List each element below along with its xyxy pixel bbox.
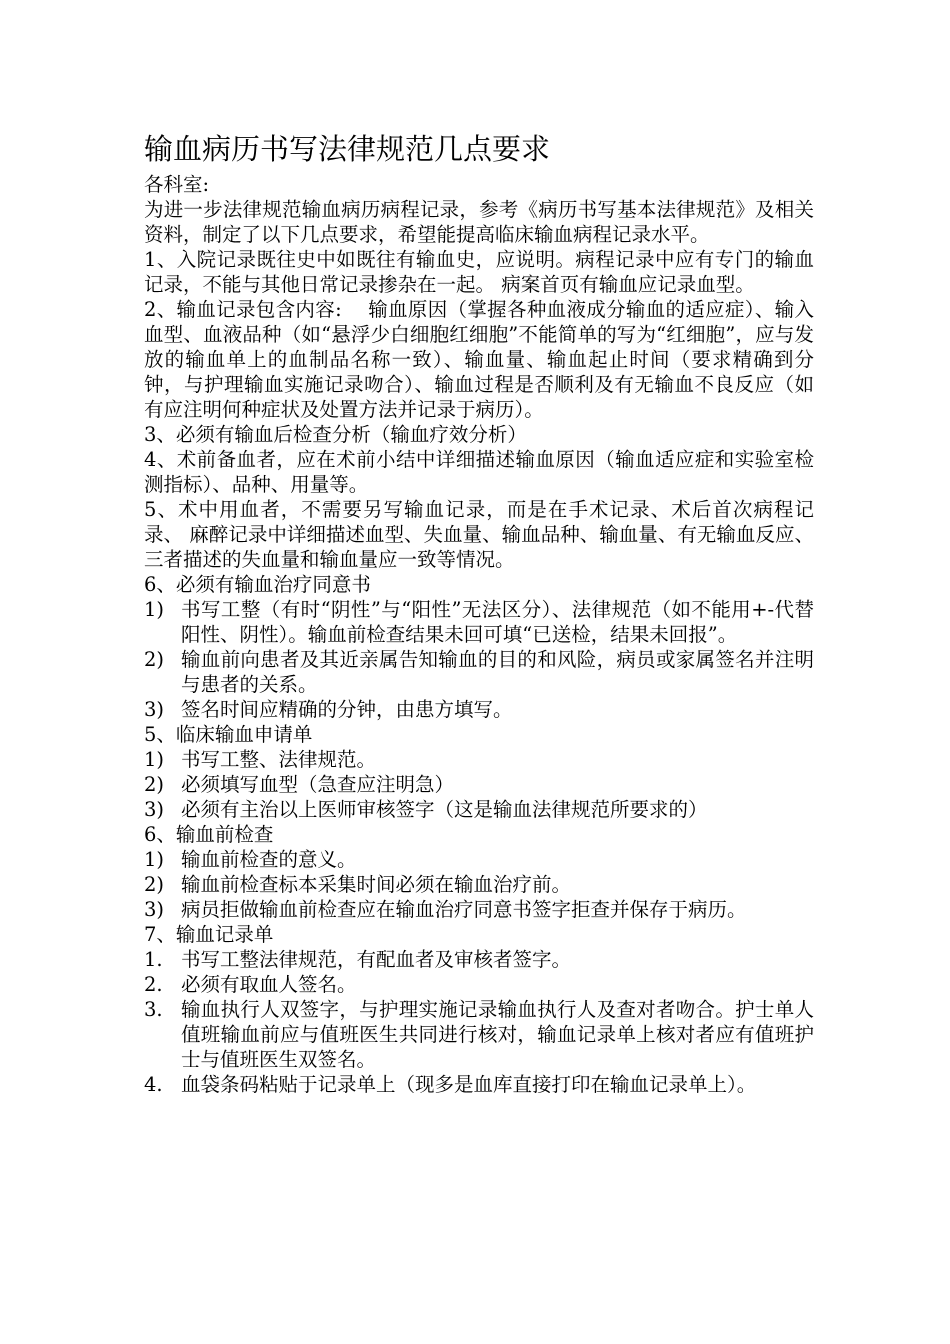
list-item-text: 输血执行人双签字，与护理实施记录输血执行人及查对者吻合。护士单人值班输血前应与值班医生共同进行核对，输血记录单上核对者应有值班护士与值班医生双签名。 xyxy=(181,998,814,1071)
list-item xyxy=(144,697,814,722)
list-marker: 3) xyxy=(144,898,165,921)
list-marker: 3) xyxy=(144,798,165,821)
point-4: 4、术前备血者，应在术前小结中详细描述输血原因（输血适应症和实验室检测指标）、品种、用量等。 xyxy=(144,448,814,496)
list-marker: 1. xyxy=(144,948,163,971)
point-3: 3、必须有输血后检查分析（输血疗效分析） xyxy=(144,423,527,446)
list-item xyxy=(144,1072,814,1097)
intro-paragraph: 为进一步法律规范输血病历病程记录，参考《病历书写基本法律规范》及相关资料，制定了以下几点要求，希望能提高临床输血病程记录水平。 xyxy=(144,198,814,246)
list-item-text: 输血前检查的意义。 xyxy=(181,848,357,871)
list-item xyxy=(144,997,814,1072)
document-page xyxy=(144,130,814,1097)
list-item-text: 签名时间应精确的分钟，由患方填写。 xyxy=(181,698,513,721)
list-item-text: 必须有主治以上医师审核签字（这是输血法律规范所要求的） xyxy=(181,798,708,821)
point-2: 2、输血记录包含内容: 输血原因（掌握各种血液成分输血的适应症）、输入血型、血液品种（如“悬浮少白细胞红细胞”不能简单的写为“红细胞”，应与发放的输血单上的血制品名称一致）、输血量、输血起止时间（要求精确到分钟，与护理输血实施记录吻合）、输血过程是否顺利及有无输血不良反应（如有应注明何种症状及处置方法并记录于病历）。 xyxy=(144,298,814,421)
list-item-text: 血袋条码粘贴于记录单上（现多是血库直接打印在输血记录单上）。 xyxy=(181,1073,757,1096)
list-item xyxy=(144,747,814,772)
list-item xyxy=(144,597,814,647)
list-marker: 3) xyxy=(144,698,165,721)
list-marker: 1) xyxy=(144,598,165,621)
list-marker: 1) xyxy=(144,848,165,871)
document-title: 输血病历书写法律规范几点要求 xyxy=(144,132,551,166)
list-item xyxy=(144,972,814,997)
list-item xyxy=(144,872,814,897)
list-item xyxy=(144,897,814,922)
list-item xyxy=(144,772,814,797)
list-item xyxy=(144,647,814,697)
section-heading-pretest: 6、输血前检查 xyxy=(144,823,274,846)
section-heading-record: 7、输血记录单 xyxy=(144,923,274,946)
list-item-text: 输血前向患者及其近亲属告知输血的目的和风险，病员或家属签名并注明与患者的关系。 xyxy=(181,648,814,696)
point-1: 1、入院记录既往史中如既往有输血史，应说明。病程记录中应有专门的输血记录，不能与其他日常记录掺杂在一起。 病案首页有输血应记录血型。 xyxy=(144,248,814,296)
salutation: 各科室: xyxy=(144,173,210,196)
list-marker: 2) xyxy=(144,773,165,796)
list-item-text: 书写工整法律规范，有配血者及审核者签字。 xyxy=(181,948,572,971)
list-item-text: 必须有取血人签名。 xyxy=(181,973,357,996)
list-marker: 4. xyxy=(144,1073,163,1096)
list-marker: 2) xyxy=(144,873,165,896)
list-marker: 1) xyxy=(144,748,165,771)
section-heading-consent: 6、必须有输血治疗同意书 xyxy=(144,573,371,596)
list-item xyxy=(144,947,814,972)
list-item-text: 必须填写血型（急查应注明急） xyxy=(181,773,455,796)
list-marker: 2) xyxy=(144,648,165,671)
list-item xyxy=(144,847,814,872)
list-item xyxy=(144,797,814,822)
list-marker: 2. xyxy=(144,973,163,996)
list-item-text: 输血前检查标本采集时间必须在输血治疗前。 xyxy=(181,873,572,896)
list-item-text: 书写工整（有时“阴性”与“阳性”无法区分）、法律规范（如不能用+-代替阳性、阴性）。输血前检查结果未回可填“已送检，结果未回报”。 xyxy=(181,598,814,646)
list-marker: 3. xyxy=(144,998,163,1021)
list-item-text: 病员拒做输血前检查应在输血治疗同意书签字拒查并保存于病历。 xyxy=(181,898,747,921)
point-5: 5、术中用血者，不需要另写输血记录，而是在手术记录、术后首次病程记录、 麻醉记录中详细描述血型、失血量、输血品种、输血量、有无输血反应、三者描述的失血量和输血量应一致等情况。 xyxy=(144,498,814,571)
section-heading-application: 5、临床输血申请单 xyxy=(144,723,313,746)
list-item-text: 书写工整、法律规范。 xyxy=(181,748,377,771)
